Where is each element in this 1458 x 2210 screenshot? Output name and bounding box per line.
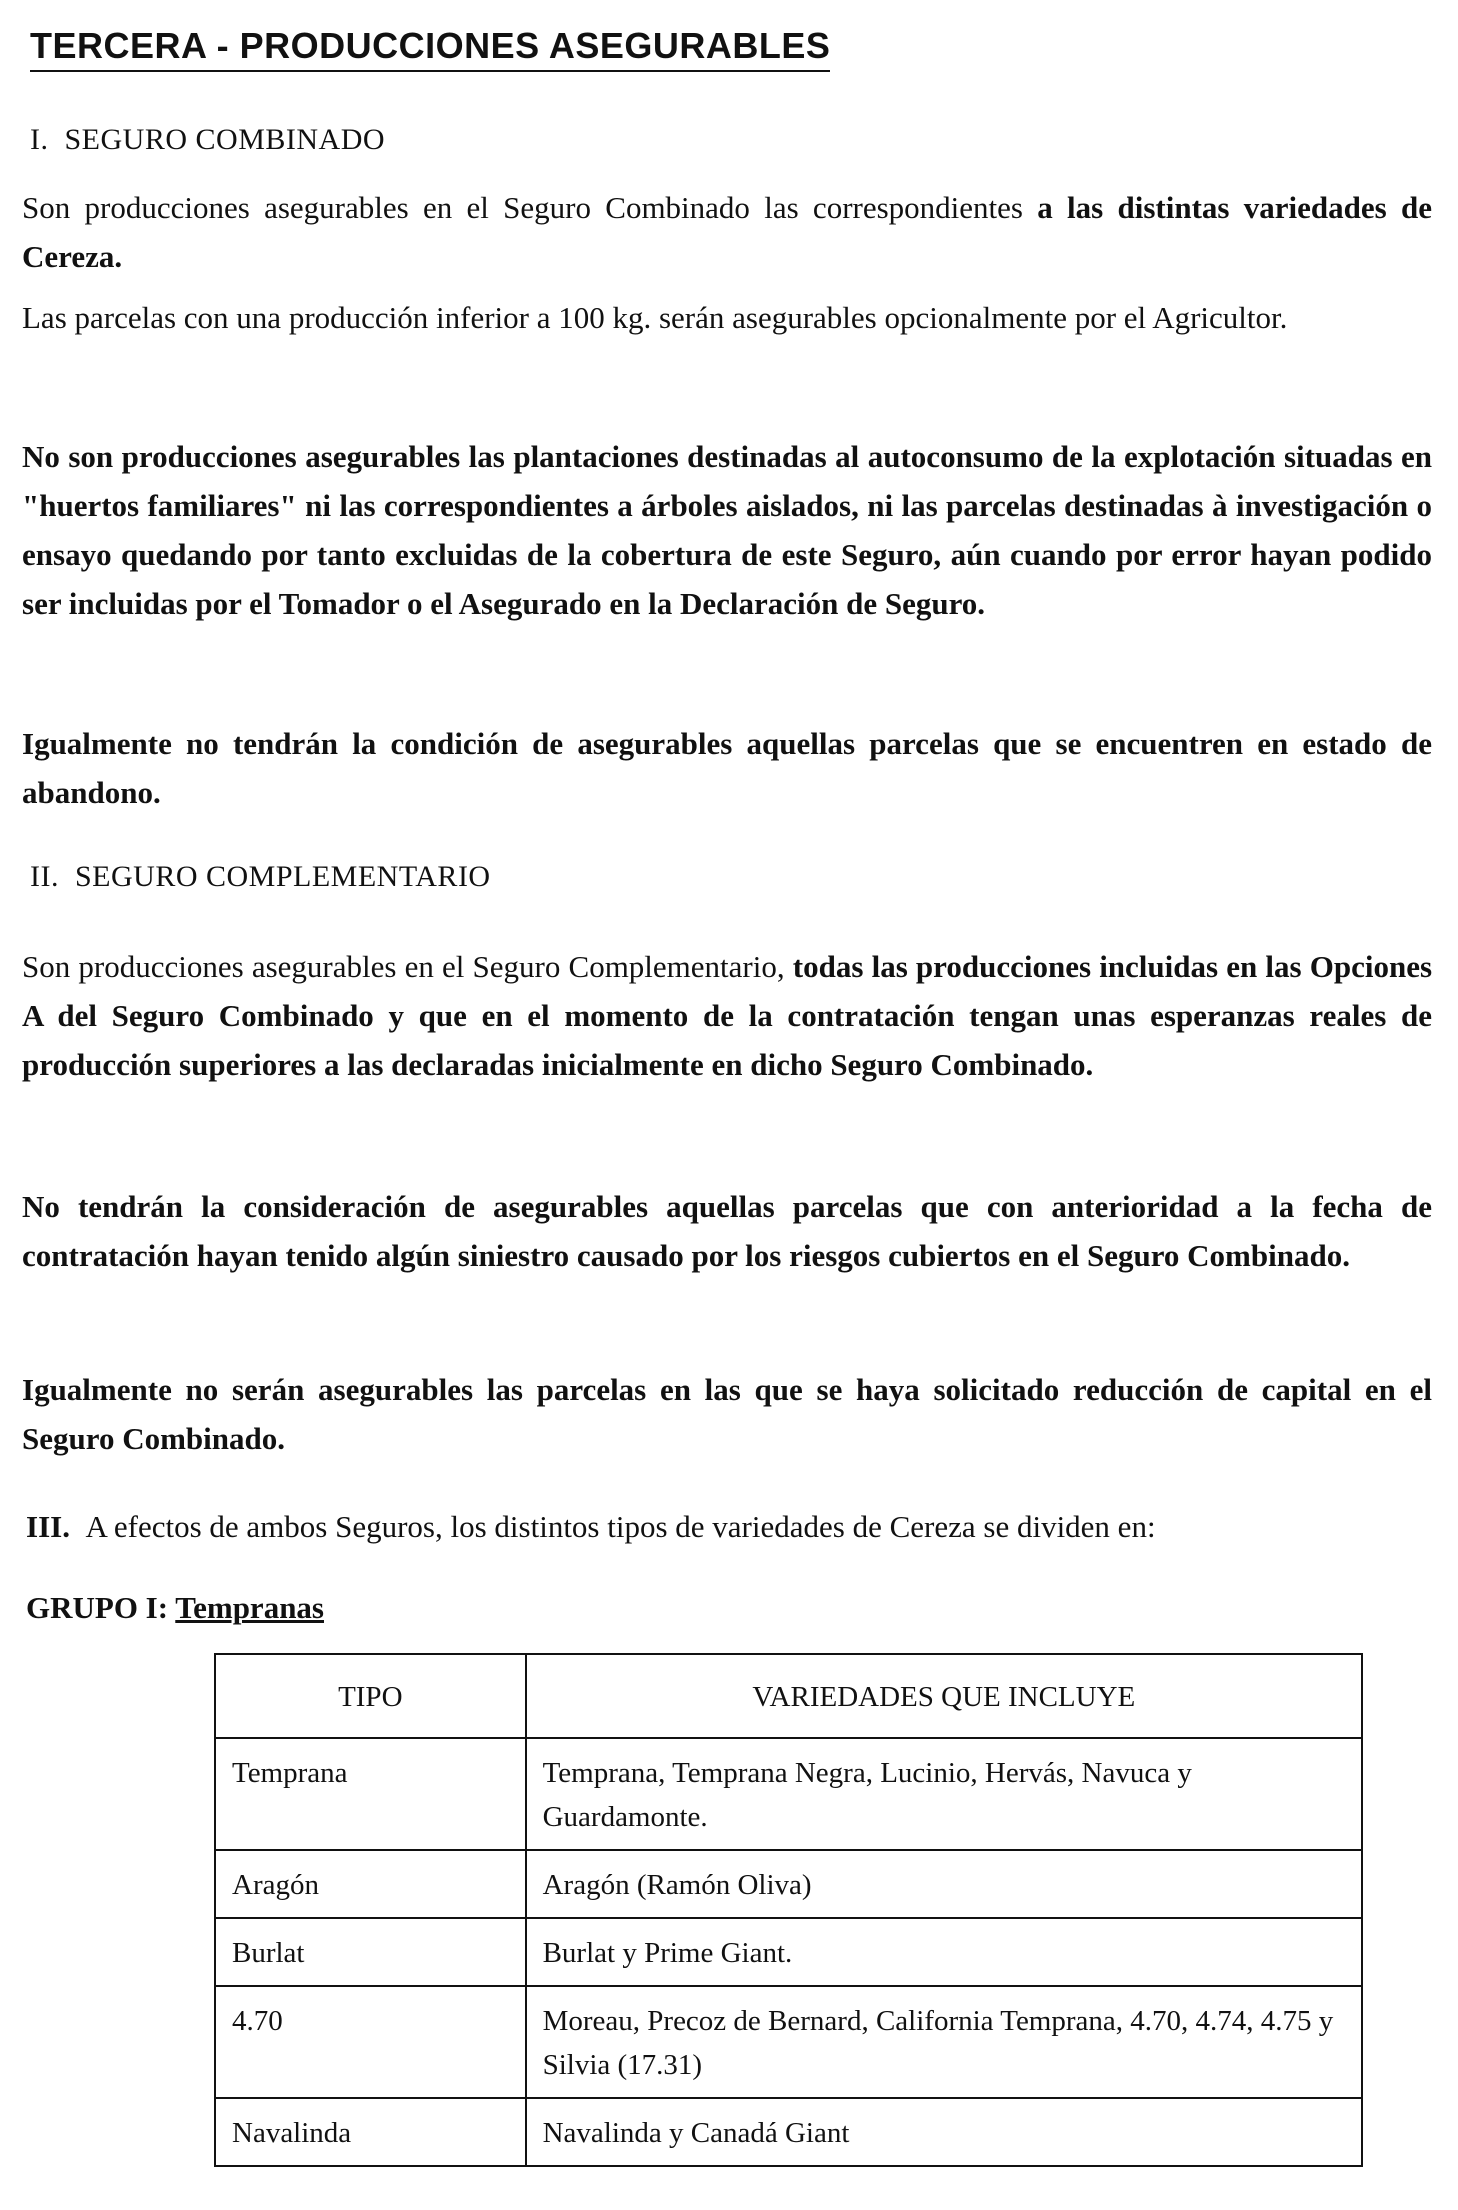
- variedades-table: [214, 1653, 1363, 2167]
- paragraph-siniestro-anterior: No tendrán la consideración de asegurables aquellas parcelas que con anterioridad a la fecha de contratación hayan tenido algún siniestro causado por los riesgos cubiertos en el Seguro Combinado.: [22, 1189, 1432, 1273]
- paragraph-estado-abandono: Igualmente no tendrán la condición de asegurables aquellas parcelas que se encuentren en estado de abandono.: [22, 726, 1432, 810]
- group-name: Tempranas: [175, 1590, 324, 1625]
- section-title: SEGURO COMPLEMENTARIO: [74, 860, 491, 893]
- paragraph-parcelas-100kg: Las parcelas con una producción inferior a 100 kg. serán asegurables opcionalmente por el Agricultor.: [22, 300, 1288, 335]
- cell-tipo: Navalinda: [215, 2098, 526, 2166]
- cell-variedades: Aragón (Ramón Oliva): [526, 1850, 1362, 1918]
- section-heading-seguro-complementario: [30, 857, 491, 897]
- section-iii-intro: [26, 1502, 1436, 1551]
- section-heading-seguro-combinado: [30, 120, 385, 160]
- group-heading: [26, 1588, 324, 1628]
- table-row: [215, 1918, 1362, 1986]
- cell-variedades: Navalinda y Canadá Giant: [526, 2098, 1362, 2166]
- paragraph-text: Son producciones asegurables en el Seguro Complementario,: [22, 949, 785, 984]
- paragraph-complementario-producciones: [22, 942, 1432, 1089]
- cell-variedades: Moreau, Precoz de Bernard, California Temprana, 4.70, 4.74, 4.75 y Silvia (17.31): [526, 1986, 1362, 2098]
- paragraph-bold-text: todas las producciones incluidas en las Opciones A del Seguro Combinado y que en el momento de la contratación tengan unas esperanzas reales de producción superiores a las declaradas inicialmente en dicho Seguro Combinado.: [22, 949, 1433, 1082]
- cell-tipo: Aragón: [215, 1850, 526, 1918]
- column-header-variedades: VARIEDADES QUE INCLUYE: [526, 1654, 1362, 1738]
- table-row: [215, 1986, 1362, 2098]
- section-text: A efectos de ambos Seguros, los distintos tipos de variedades de Cereza se dividen en:: [85, 1509, 1156, 1544]
- section-numeral: III.: [26, 1509, 70, 1544]
- table-row: [215, 1850, 1362, 1918]
- table-row: [215, 2098, 1362, 2166]
- section-numeral: I.: [30, 123, 49, 156]
- section-title: SEGURO COMBINADO: [64, 123, 386, 156]
- cell-tipo: Temprana: [215, 1738, 526, 1850]
- paragraph-combinado-producciones: [22, 183, 1432, 281]
- cell-variedades: Burlat y Prime Giant.: [526, 1918, 1362, 1986]
- paragraph-text: Son producciones asegurables en el Seguro Combinado las correspondientes: [22, 190, 1023, 225]
- table-header-row: [215, 1654, 1362, 1738]
- group-label: GRUPO I:: [26, 1590, 169, 1625]
- cell-variedades: Temprana, Temprana Negra, Lucinio, Hervás, Navuca y Guardamonte.: [526, 1738, 1362, 1850]
- paragraph-reduccion-capital: Igualmente no serán asegurables las parcelas en las que se haya solicitado reducción de capital en el Seguro Combinado.: [22, 1372, 1432, 1456]
- page-title: TERCERA - PRODUCCIONES ASEGURABLES: [30, 24, 830, 72]
- table-row: [215, 1738, 1362, 1850]
- cell-tipo: 4.70: [215, 1986, 526, 2098]
- cell-tipo: Burlat: [215, 1918, 526, 1986]
- paragraph-no-asegurables: No son producciones asegurables las plantaciones destinadas al autoconsumo de la explotación situadas en "huertos familiares" ni las correspondientes a árboles aislados, ni las parcelas destinadas à investigación o ensayo quedando por tanto excluidas de la cobertura de este Seguro, aún cuando por error hayan podido ser incluidas por el Tomador o el Asegurado en la Declaración de Seguro.: [22, 439, 1432, 621]
- column-header-tipo: TIPO: [215, 1654, 526, 1738]
- section-numeral: II.: [30, 860, 59, 893]
- paragraph-bold-text: a las distintas variedades de Cereza.: [22, 190, 1432, 274]
